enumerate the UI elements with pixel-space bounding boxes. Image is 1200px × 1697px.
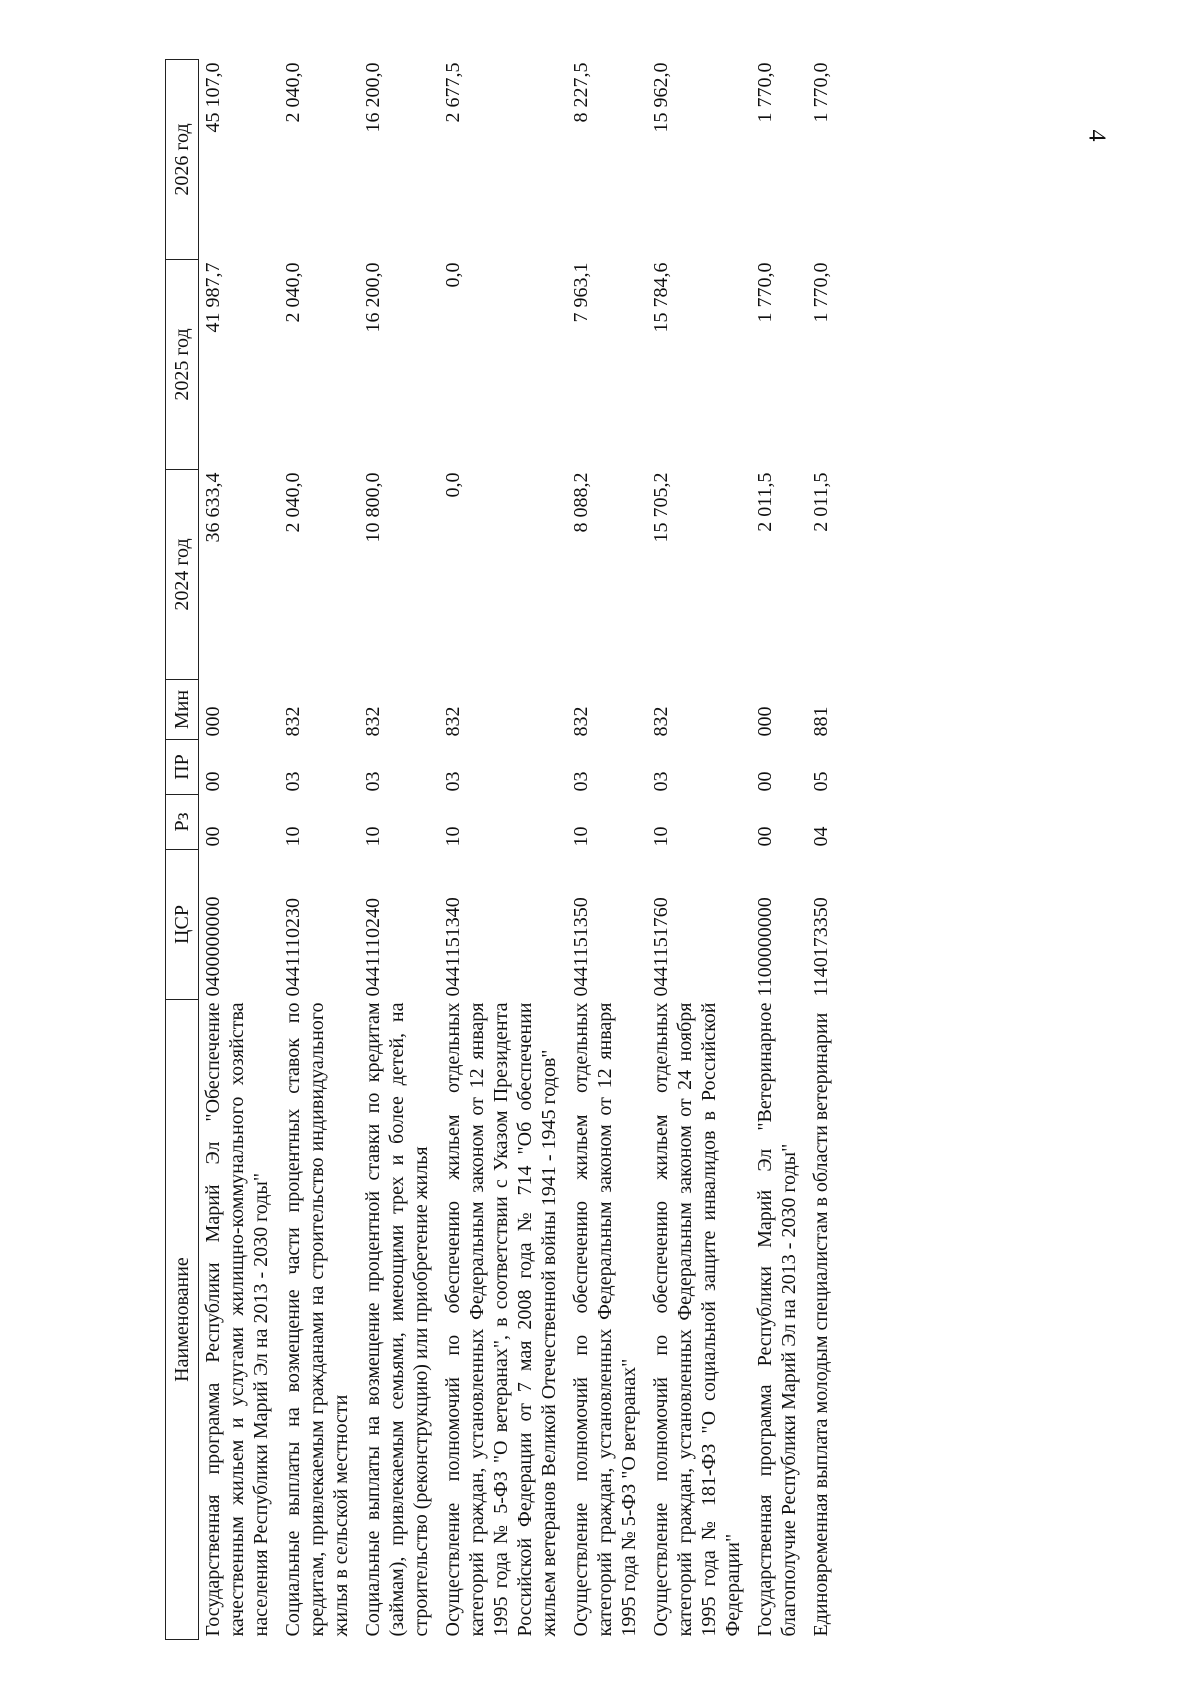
table-header-row	[166, 60, 199, 1640]
rotated-page-content	[165, 60, 925, 1640]
row-rz: 10	[282, 826, 304, 847]
row-2025: 0,0	[442, 262, 464, 288]
row-pr: 03	[650, 771, 672, 792]
row-csr: 0441110240	[362, 897, 384, 997]
row-pr: 05	[810, 771, 832, 792]
row-rz: 04	[810, 826, 832, 847]
row-2026: 45 107,0	[202, 62, 224, 133]
header-2024: 2024 год	[166, 470, 199, 680]
row-2025: 16 200,0	[362, 262, 384, 333]
header-2026: 2026 год	[166, 60, 199, 260]
page-number: 4	[1083, 129, 1110, 142]
row-2026: 2 677,5	[442, 62, 464, 123]
row-csr: 0400000000	[202, 896, 224, 997]
row-2025: 2 040,0	[282, 262, 304, 323]
table-row	[807, 60, 839, 1640]
row-2026: 15 962,0	[650, 62, 672, 133]
table-row	[439, 60, 567, 1640]
row-rz: 00	[754, 826, 776, 847]
row-min: 881	[810, 706, 832, 737]
row-name: Социальные выплаты на возмещение процентной ставки по кредитам (займам), привлекаемым семьями, имеющими трех и более детей, на строительство (реконструкцию) или приобретение жилья	[362, 1002, 432, 1637]
budget-table	[165, 59, 839, 1640]
row-name: Государственная программа Республики Марий Эл "Обеспечение качественным жильем и услугами жилищно-коммунального хозяйства населения Республики Марий Эл на 2013 - 2030 годы"	[202, 1002, 272, 1637]
row-csr: 1100000000	[754, 897, 776, 997]
table-row	[359, 60, 439, 1640]
header-rz: Рз	[166, 795, 199, 850]
row-2024: 15 705,2	[650, 472, 672, 543]
row-pr: 00	[754, 771, 776, 792]
table-row	[279, 60, 359, 1640]
row-2026: 1 770,0	[810, 62, 832, 123]
row-min: 000	[202, 706, 224, 737]
row-csr: 0441151760	[650, 897, 672, 997]
table-row	[647, 60, 751, 1640]
row-2025: 1 770,0	[810, 262, 832, 323]
row-min: 832	[442, 706, 464, 737]
table-row	[751, 60, 807, 1640]
row-2025: 7 963,1	[570, 262, 592, 323]
row-min: 832	[362, 706, 384, 737]
row-csr: 0441110230	[282, 897, 304, 997]
row-2024: 8 088,2	[570, 472, 592, 533]
row-rz: 10	[442, 826, 464, 847]
row-min: 832	[570, 706, 592, 737]
row-name: Государственная программа Республики Марий Эл "Ветеринарное благополучие Республики Марий Эл на 2013 - 2030 годы"	[754, 1002, 800, 1637]
header-min: Мин	[166, 680, 199, 740]
header-csr: ЦСР	[166, 850, 199, 1000]
header-name: Наименование	[166, 1000, 199, 1640]
row-pr: 03	[362, 771, 384, 792]
row-min: 000	[754, 706, 776, 737]
row-2025: 1 770,0	[754, 262, 776, 323]
row-name: Осуществление полномочий по обеспечению жильем отдельных категорий граждан, установленных Федеральным законом от 24 ноября 1995 года № 181-ФЗ "О социальной защите инвалидов в Российской Федерации"	[650, 1002, 744, 1637]
table-row	[567, 60, 647, 1640]
row-2026: 2 040,0	[282, 62, 304, 123]
row-min: 832	[282, 706, 304, 737]
row-pr: 03	[442, 771, 464, 792]
table-row	[199, 60, 280, 1640]
row-name: Осуществление полномочий по обеспечению жильем отдельных категорий граждан, установленных Федеральным законом от 12 января 1995 года № 5-ФЗ "О ветеранах", в соответствии с Указом Президента Российской Федерации от 7 мая 2008 года № 714 "Об обеспечении жильем ветеранов Великой Отечественной войны 1941 - 1945 годов"	[442, 1002, 560, 1637]
row-name: Осуществление полномочий по обеспечению жильем отдельных категорий граждан, установленных Федеральным законом от 12 января 1995 года № 5-ФЗ "О ветеранах"	[570, 1002, 640, 1637]
row-csr: 1140173350	[810, 897, 832, 997]
row-2025: 15 784,6	[650, 262, 672, 333]
row-pr: 03	[282, 771, 304, 792]
row-rz: 10	[650, 826, 672, 847]
row-2026: 1 770,0	[754, 62, 776, 123]
row-2026: 16 200,0	[362, 62, 384, 133]
row-rz: 10	[362, 826, 384, 847]
row-2024: 0,0	[442, 472, 464, 498]
row-2026: 8 227,5	[570, 62, 592, 123]
row-csr: 0441151350	[570, 897, 592, 997]
row-2024: 10 800,0	[362, 472, 384, 543]
row-pr: 00	[202, 771, 224, 792]
header-pr: ПР	[166, 740, 199, 795]
row-2024: 2 011,5	[810, 472, 832, 532]
row-min: 832	[650, 706, 672, 737]
row-name: Социальные выплаты на возмещение части процентных ставок по кредитам, привлекаемым гражданами на строительство индивидуального жилья в сельской местности	[282, 1002, 352, 1637]
header-2025: 2025 год	[166, 260, 199, 470]
row-rz: 10	[570, 826, 592, 847]
row-2024: 2 040,0	[282, 472, 304, 533]
row-name: Единовременная выплата молодым специалистам в области ветеринарии	[810, 1012, 832, 1637]
row-2024: 2 011,5	[754, 472, 776, 532]
row-2024: 36 633,4	[202, 472, 224, 543]
row-2025: 41 987,7	[202, 262, 224, 333]
row-csr: 0441151340	[442, 897, 464, 997]
row-rz: 00	[202, 826, 224, 847]
row-pr: 03	[570, 771, 592, 792]
